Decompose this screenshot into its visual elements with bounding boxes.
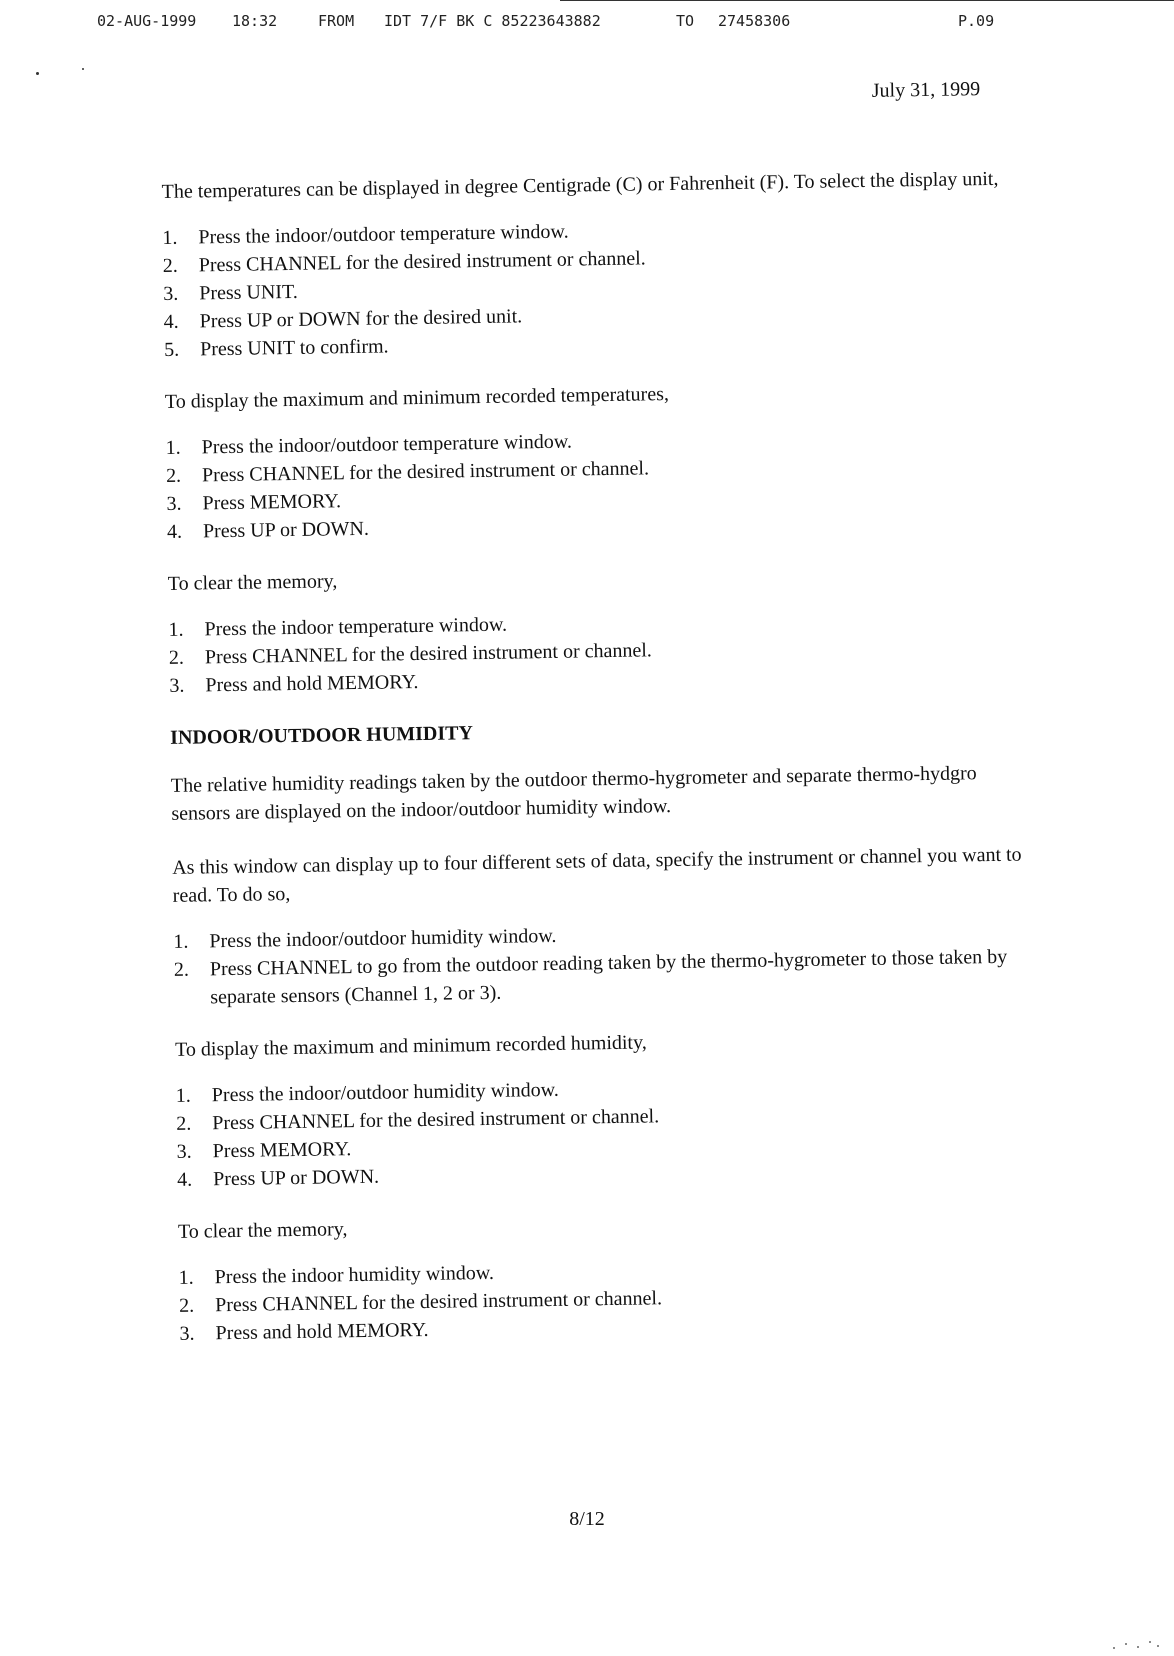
step-text: Press UNIT to confirm.	[199, 335, 389, 361]
temp-clear-steps-list	[168, 602, 1029, 699]
list-item: 3. Press MEMORY.	[176, 1124, 1036, 1166]
humidity-channel-intro: As this window can display up to four different sets of data, specify the instrument or channel you want to read. To do so,	[172, 843, 1022, 907]
list-item: 2. Press CHANNEL for the desired instrument or channel.	[166, 448, 1026, 490]
fax-header-rule	[560, 0, 1174, 1]
fax-recipient: 27458306	[718, 12, 791, 30]
list-item: 1. Press the indoor temperature window.	[168, 602, 1028, 644]
hum-minmax-intro: To display the maximum and minimum recorded humidity,	[174, 1031, 647, 1061]
units-steps-list	[162, 210, 1024, 363]
document-body	[160, 74, 1040, 1371]
hum-clear-intro: To clear the memory,	[177, 1218, 348, 1243]
list-item: 5. Press UNIT to confirm.	[164, 322, 1024, 364]
list-item: 2. Press CHANNEL for the desired instrument or channel.	[176, 1096, 1036, 1138]
list-item: 4. Press UP or DOWN for the desired unit.	[163, 294, 1023, 336]
step-text: Press CHANNEL for the desired instrument or channel.	[214, 1287, 663, 1317]
step-text: Press CHANNEL to go from the outdoor reading taken by the thermo-hygrometer to those taken by separate sensors (Channel 1, 2 or 3).	[209, 945, 1008, 1009]
step-text: Press UNIT.	[199, 280, 298, 305]
fax-page: P.09	[958, 12, 995, 30]
step-text: Press UP or DOWN.	[212, 1165, 380, 1191]
scan-speck	[82, 68, 84, 70]
step-text: Press MEMORY.	[212, 1138, 352, 1163]
list-item: 2. Press CHANNEL for the desired instrument or channel.	[163, 238, 1023, 280]
list-item: 1. Press the indoor/outdoor humidity window.	[176, 1068, 1036, 1110]
list-item: 1. Press the indoor humidity window.	[178, 1250, 1038, 1292]
fax-date: 02-AUG-1999	[97, 12, 197, 30]
step-text: Press CHANNEL for the desired instrument or channel.	[198, 247, 646, 277]
step-text: Press and hold MEMORY.	[215, 1318, 429, 1345]
list-item: 2. Press CHANNEL for the desired instrument or channel.	[169, 630, 1029, 672]
hum-clear-steps-list	[178, 1250, 1039, 1347]
step-text: Press the indoor/outdoor humidity window.	[211, 1078, 559, 1107]
step-text: Press UP or DOWN for the desired unit.	[199, 305, 523, 333]
list-item: 1. Press the indoor/outdoor temperature window.	[165, 420, 1025, 462]
humidity-heading: INDOOR/OUTDOOR HUMIDITY	[170, 722, 474, 749]
step-text: Press CHANNEL for the desired instrument or channel.	[201, 457, 650, 487]
step-text: Press the indoor temperature window.	[204, 613, 508, 641]
step-text: Press MEMORY.	[202, 490, 342, 515]
humidity-intro: The relative humidity readings taken by the outdoor thermo-hygrometer and separate thermo-hydgro sensors are displayed on the indoor/outdoor humidity window.	[170, 762, 977, 825]
step-text: Press the indoor/outdoor humidity window.	[209, 924, 557, 953]
scan-speck	[36, 72, 39, 75]
step-text: Press and hold MEMORY.	[205, 671, 419, 697]
hum-minmax-steps-list	[176, 1068, 1038, 1193]
fax-header	[0, 0, 1174, 40]
step-text: Press UP or DOWN.	[202, 517, 370, 543]
list-item: 3. Press MEMORY.	[166, 476, 1026, 518]
fax-from-label: FROM	[318, 12, 355, 30]
list-item: 3. Press UNIT.	[163, 266, 1023, 308]
list-item: 2. Press CHANNEL for the desired instrument or channel.	[179, 1278, 1039, 1320]
list-item: 1. Press the indoor/outdoor temperature window.	[162, 210, 1022, 252]
humidity-channel-steps-list	[173, 914, 1034, 1011]
temp-clear-intro: To clear the memory,	[167, 570, 338, 595]
fax-sender: IDT 7/F BK C 85223643882	[384, 12, 601, 30]
list-item: 3. Press and hold MEMORY.	[169, 658, 1029, 700]
list-item: 3. Press and hold MEMORY.	[179, 1306, 1039, 1348]
scan-noise	[1104, 1632, 1164, 1652]
fax-time: 18:32	[232, 12, 278, 30]
units-intro: The temperatures can be displayed in degree Centigrade (C) or Fahrenheit (F). To select the display unit,	[161, 167, 999, 203]
step-text: Press the indoor/outdoor temperature window.	[198, 220, 569, 249]
step-text: Press CHANNEL for the desired instrument or channel.	[204, 639, 653, 669]
document-date: July 31, 1999	[871, 78, 981, 102]
step-text: Press CHANNEL for the desired instrument or channel.	[212, 1105, 660, 1135]
temp-minmax-steps-list	[165, 420, 1027, 545]
page-number: 8/12	[569, 1508, 605, 1530]
fax-to-label: TO	[676, 12, 695, 30]
list-item: 4. Press UP or DOWN.	[167, 504, 1027, 546]
step-text: Press the indoor humidity window.	[214, 1261, 495, 1289]
list-item: 4. Press UP or DOWN.	[177, 1152, 1037, 1194]
list-item: 1. Press the indoor/outdoor humidity window.	[173, 914, 1033, 956]
step-text: Press the indoor/outdoor temperature window.	[201, 430, 573, 459]
temp-minmax-intro: To display the maximum and minimum recorded temperatures,	[164, 383, 670, 413]
list-item: 2. Press CHANNEL to go from the outdoor reading taken by the thermo-hygrometer to those taken by separate sensors (Channel 1, 2 or 3).	[174, 942, 1035, 1012]
